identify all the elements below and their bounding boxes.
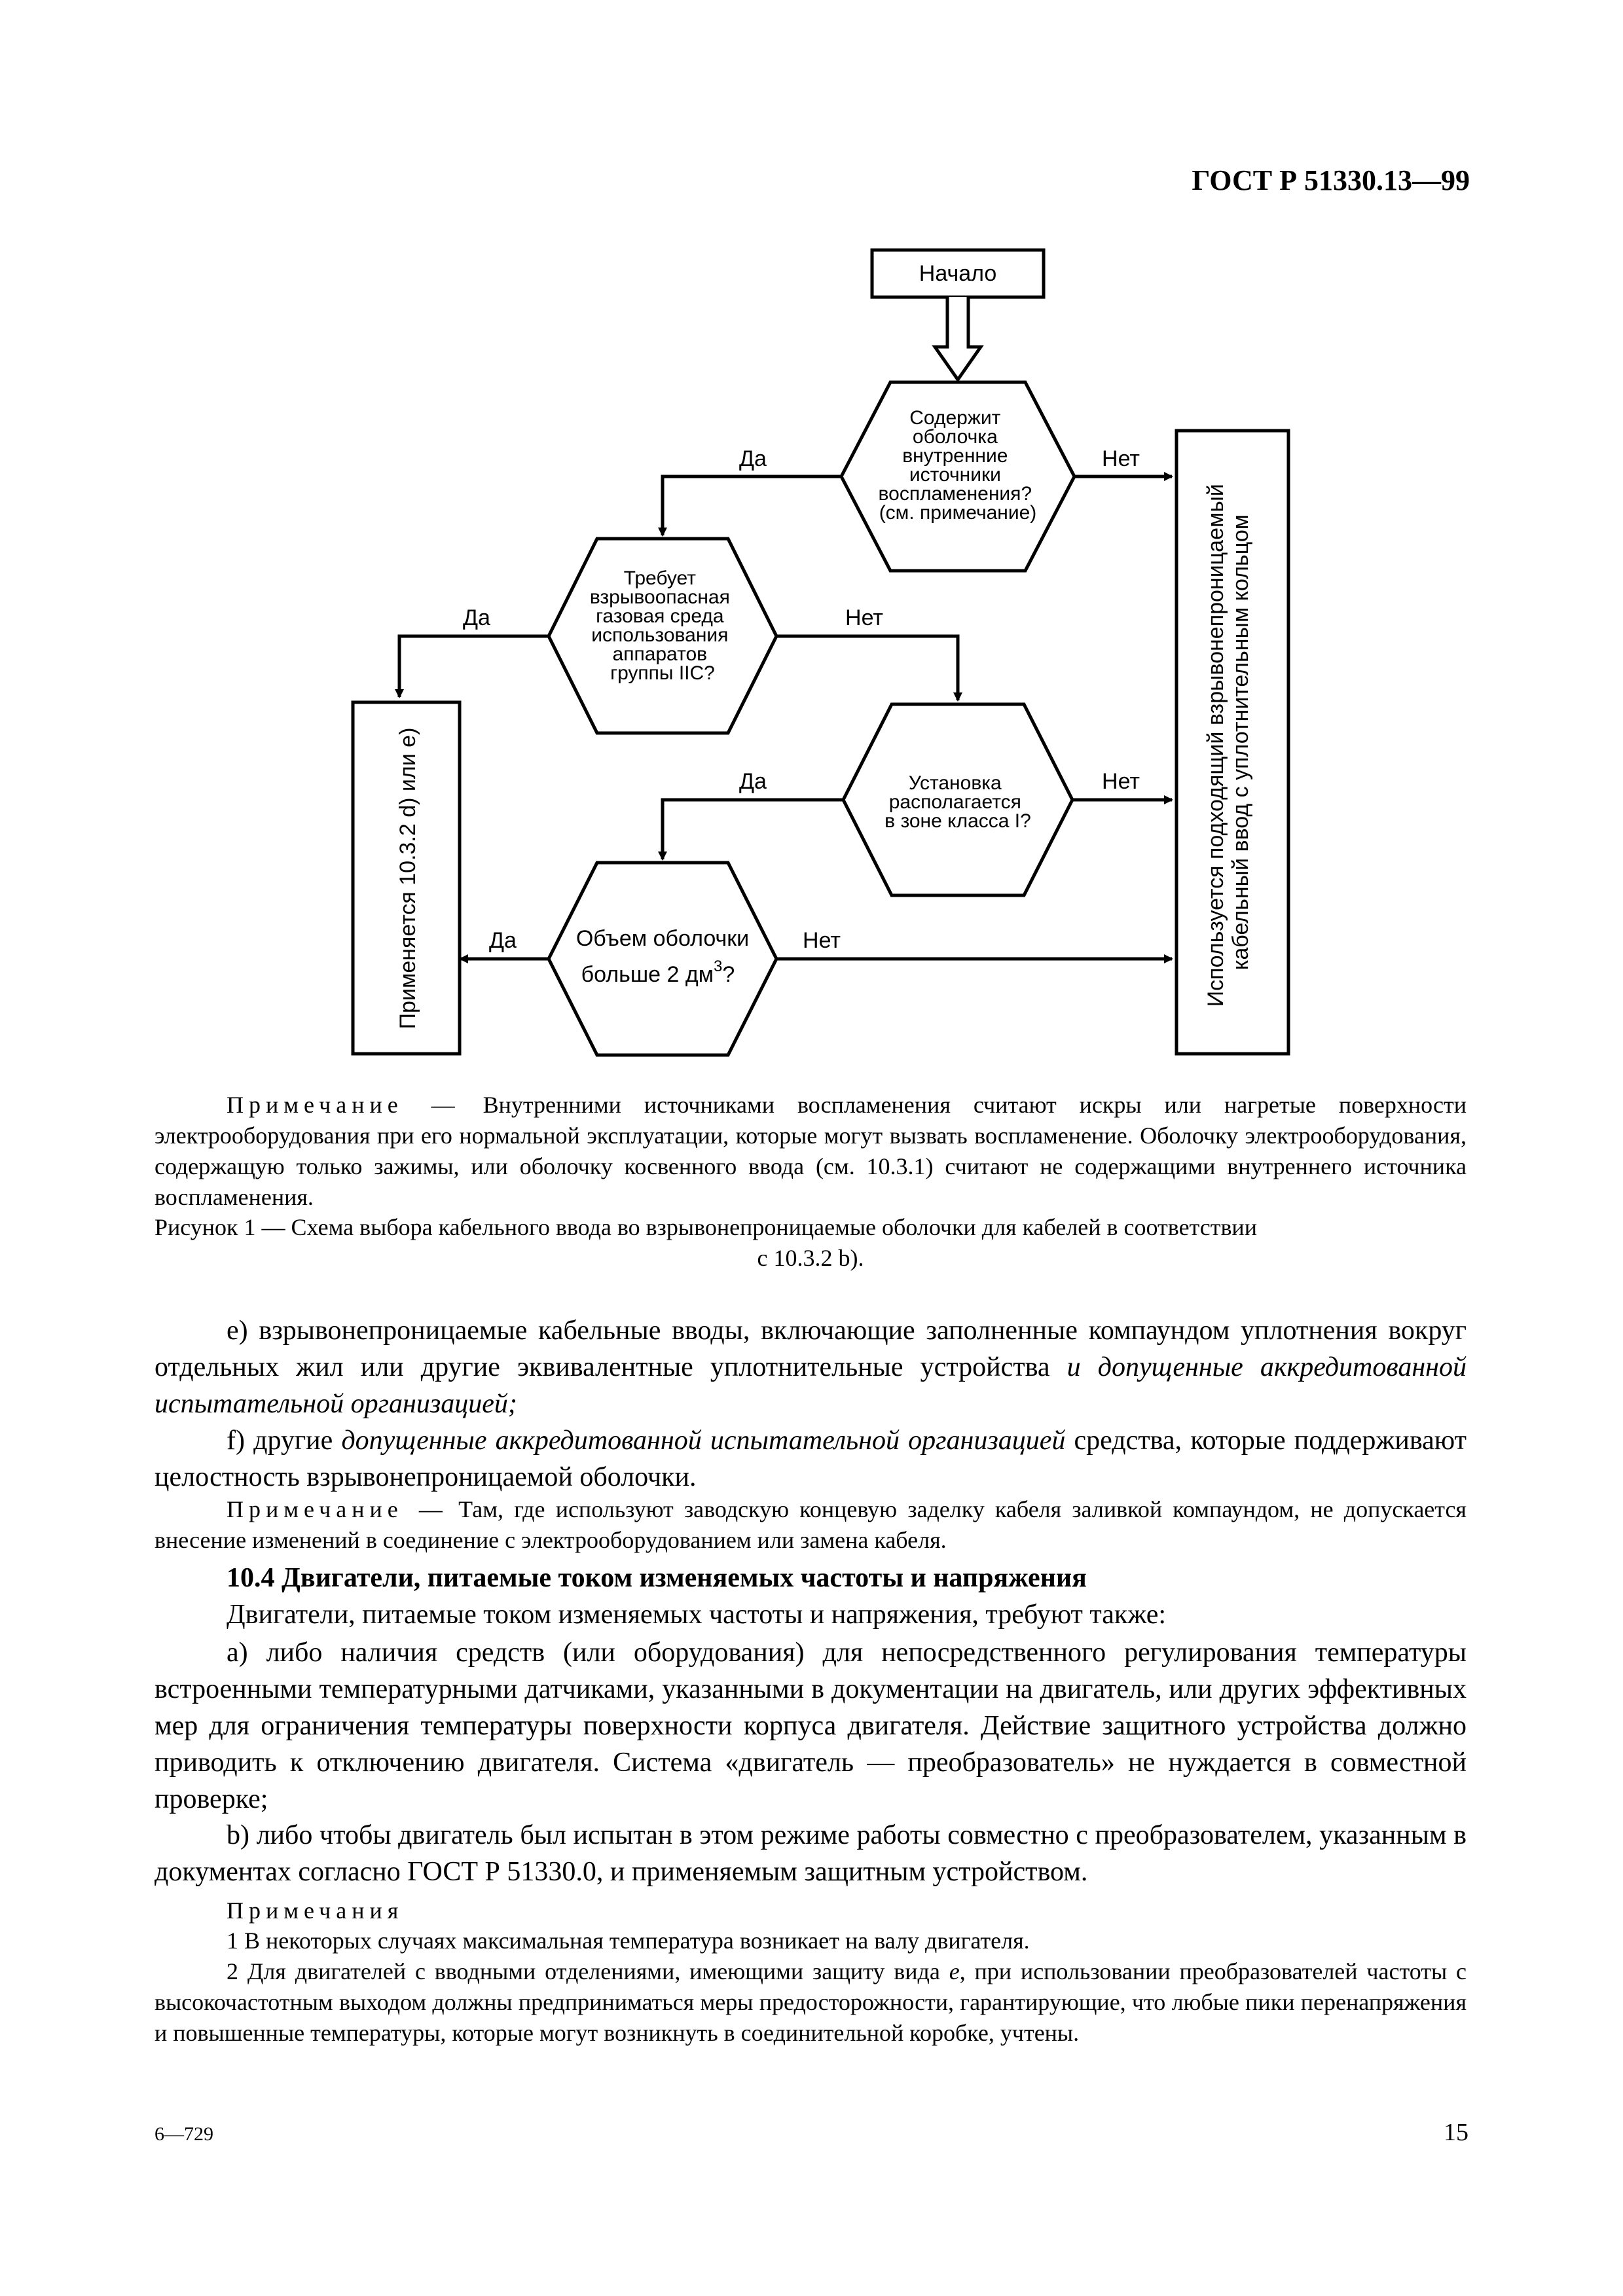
note-text: Внутренними источниками воспламенения считают искры или нагретые поверхности электрооборудования при его нормальной эксплуатации, которые могут вызвать воспламенение. Оболочку электрооборудования, содержащую только зажимы, или оболочку косвенного ввода (см. 10.3.1) считают не содержащими внутреннего источника воспламенения. [155, 1092, 1467, 1210]
decision-zone-class-text: Установка располагается в зоне класса I? [884, 772, 1031, 832]
decision-gas-group-text: Требует взрывоопасная газовая среда использования аппаратов группы IIС? [589, 567, 730, 684]
decision-volume [549, 863, 776, 1055]
start-arrow [935, 297, 981, 380]
q4-no-label: Нет [803, 928, 841, 953]
item-f-suffix: средства, которые поддерживают целостность взрывонепроницаемой оболочки. [155, 1426, 1467, 1492]
result-box-apply-text: Применяется 10.3.2 d) или e) [395, 727, 420, 1030]
footer-code: 6—729 [155, 2123, 213, 2145]
q2-yes-connector [399, 636, 549, 697]
q2-no-label: Нет [845, 605, 883, 630]
section-intro: Двигатели, питаемые током изменяемых частоты и напряжения, требуют также: [227, 1600, 1167, 1630]
flowchart [0, 0, 1623, 1086]
q1-yes-label: Да [739, 446, 767, 471]
decision-internal-sources-text: Содержит оболочка внутренние источники воспламенения? (см. примечание) [878, 407, 1037, 524]
section-item-b: b) либо чтобы двигатель был испытан в этом режиме работы совместно с преобразователем, указанным в документах согласно ГОСТ Р 51330.0, и применяемым защитным устройством. [155, 1820, 1467, 1887]
q3-yes-label: Да [739, 769, 767, 794]
note-label: Примечание — [227, 1092, 460, 1118]
item-f [155, 1422, 1467, 1496]
note-item-2: 2 Для двигателей с вводными отделениями, имеющими защиту вида e, при использовании преобразователей частоты с высокочастотным выходом должны предприниматься меры предосторожности, гарантирующие, что любые пики перенапряжения и повышенные температуры, которые могут возникнуть в соединительной коробке, учтены. [155, 1958, 1467, 2046]
figure-caption-line2: с 10.3.2 b). [757, 1245, 864, 1271]
q1-no-label: Нет [1102, 446, 1140, 471]
figure-caption [155, 1212, 1467, 1274]
note2-label: Примечание — [227, 1496, 448, 1522]
page-number: 15 [1444, 2119, 1468, 2146]
q4-yes-label: Да [489, 928, 517, 953]
section-heading: 10.4 Двигатели, питаемые током изменяемых частоты и напряжения [227, 1563, 1087, 1593]
note-factory-termination [155, 1494, 1467, 1556]
decision-volume-line1: Объем оболочки [575, 926, 750, 951]
item-f-prefix: f) другие [227, 1426, 342, 1456]
figure-caption-line1: Рисунок 1 — Схема выбора кабельного ввода во взрывонепроницаемые оболочки для кабелей в соответствии [155, 1214, 1257, 1240]
item-e-italic: и допущенные аккредитованной испытательной организацией; [155, 1352, 1467, 1419]
standard-header: ГОСТ Р 51330.13—99 [1192, 164, 1470, 196]
note-internal-sources [155, 1090, 1467, 1213]
note2-text: Там, где используют заводскую концевую заделку кабеля заливкой компаундом, не допускается внесение изменений в соединение с электрооборудованием или замена кабеля. [155, 1496, 1467, 1553]
start-label: Начало [919, 261, 997, 286]
item-f-italic: допущенные аккредитованной испытательной организацией [341, 1426, 1066, 1456]
q2-yes-label: Да [463, 605, 490, 630]
q3-no-label: Нет [1102, 769, 1140, 794]
item-e-text: e) взрывонепроницаемые кабельные вводы, включающие заполненные компаундом уплотнения вокруг отдельных жил или другие эквивалентные уплотнительные устройства [155, 1316, 1467, 1382]
note-item-1: 1 В некоторых случаях максимальная температура возникает на валу двигателя. [227, 1928, 1030, 1954]
q3-yes-connector [663, 800, 843, 859]
section-item-a: a) либо наличия средств (или оборудования) для непосредственного регулирования температуры встроенными температурными датчиками, указанными в документации на двигатель, или других эффективных мер для ограничения температуры поверхности корпуса двигателя. Действие защитного устройства должно приводить к отключению двигателя. Система «двигатель — преобразователь» не нуждается в совместной проверке; [155, 1638, 1467, 1814]
q2-no-connector [776, 636, 958, 700]
q1-yes-connector [663, 476, 841, 535]
item-e [155, 1312, 1467, 1422]
decision-volume-line2: больше 2 $дм^3$? [581, 958, 735, 987]
result-box-cable-gland-text: Используется подходящий взрывонепроницаемый кабельный ввод с уплотнительным кольцом [1203, 484, 1253, 1007]
notes-label: Примечания [227, 1897, 404, 1924]
